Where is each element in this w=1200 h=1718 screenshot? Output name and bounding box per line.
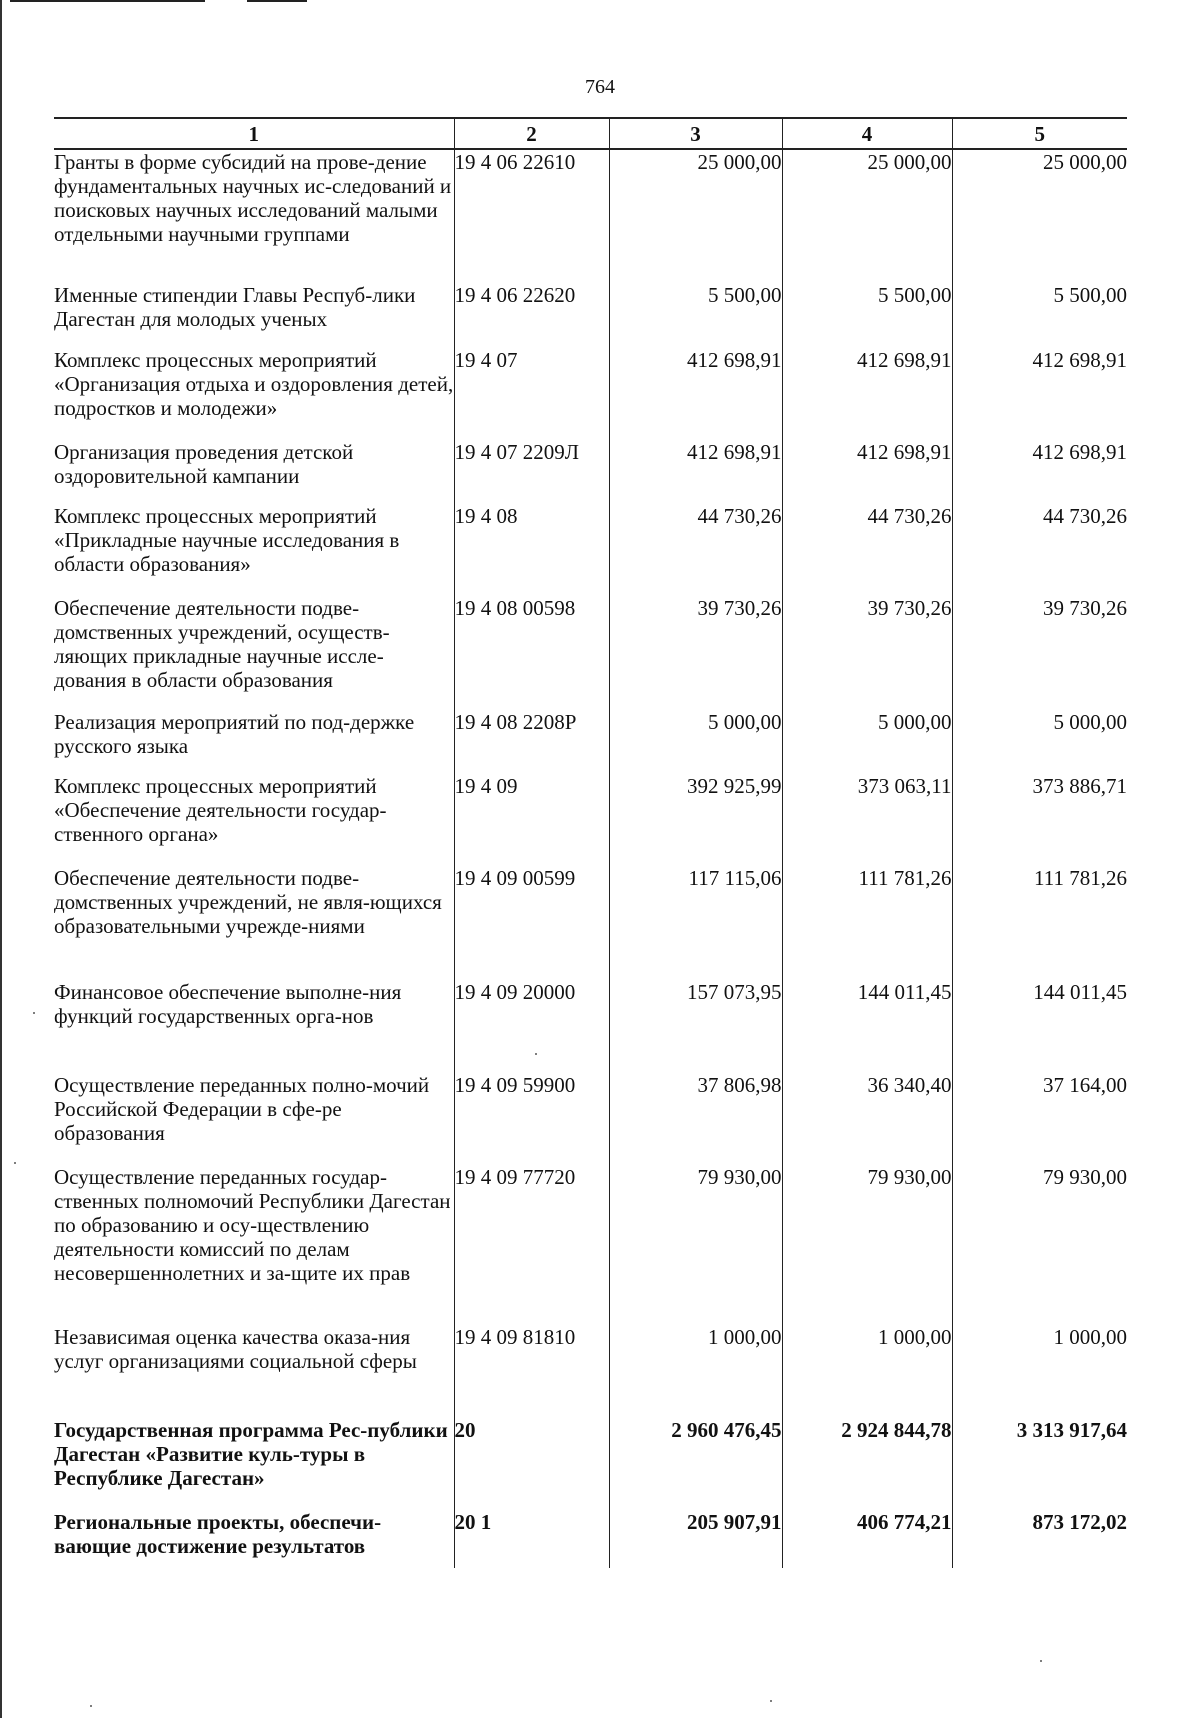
- row-name-cell: Независимая оценка качества оказа-ния услуг организациями социальной сферы: [54, 1325, 417, 1373]
- row-name-cell: Организация проведения детской оздоровительной кампании: [54, 440, 354, 488]
- table-row: [54, 1073, 1127, 1165]
- row-value-cell-5: 111 781,26: [952, 866, 1127, 980]
- row-code-cell: 20 1: [454, 1510, 609, 1568]
- row-name-cell: Комплекс процессных мероприятий «Прикладные научные исследования в области образования»: [54, 504, 400, 576]
- row-value-cell-3: 37 806,98: [609, 1073, 782, 1165]
- row-code-cell: 19 4 09 59900: [454, 1073, 609, 1165]
- row-value-cell-5: 25 000,00: [952, 149, 1127, 283]
- scan-speck: [1040, 1660, 1042, 1662]
- row-value-cell-5: 3 313 917,64: [952, 1418, 1127, 1510]
- row-value-cell-5: 873 172,02: [952, 1510, 1127, 1568]
- row-code-cell: 19 4 09 00599: [454, 866, 609, 980]
- column-header-3: 3: [609, 118, 782, 149]
- row-value-cell-4: 25 000,00: [782, 149, 952, 283]
- row-name-cell: Именные стипендии Главы Респуб-лики Дагестан для молодых ученых: [54, 283, 416, 331]
- table-row: [54, 980, 1127, 1073]
- table-header-row: [54, 118, 1127, 149]
- table-body: [54, 149, 1127, 1568]
- row-code-cell: 19 4 09: [454, 774, 609, 866]
- row-value-cell-3: 117 115,06: [609, 866, 782, 980]
- row-value-cell-5: 1 000,00: [952, 1325, 1127, 1418]
- row-value-cell-3: 1 000,00: [609, 1325, 782, 1418]
- row-value-cell-3: 157 073,95: [609, 980, 782, 1073]
- row-value-cell-4: 406 774,21: [782, 1510, 952, 1568]
- row-code-cell: 19 4 06 22620: [454, 283, 609, 348]
- table-row: [54, 774, 1127, 866]
- column-header-2: 2: [454, 118, 609, 149]
- row-value-cell-5: 412 698,91: [952, 440, 1127, 504]
- row-value-cell-5: 144 011,45: [952, 980, 1127, 1073]
- table-row: [54, 504, 1127, 596]
- row-code-cell: 20: [454, 1418, 609, 1510]
- row-code-cell: 19 4 08 00598: [454, 596, 609, 710]
- row-value-cell-4: 111 781,26: [782, 866, 952, 980]
- page-number: 764: [585, 76, 615, 98]
- row-value-cell-4: 412 698,91: [782, 348, 952, 440]
- row-value-cell-5: 412 698,91: [952, 348, 1127, 440]
- budget-table: [54, 117, 1127, 1568]
- row-value-cell-5: 5 500,00: [952, 283, 1127, 348]
- table-row: [54, 1325, 1127, 1418]
- table-row: [54, 149, 1127, 283]
- table-row: [54, 440, 1127, 504]
- row-code-cell: 19 4 09 77720: [454, 1165, 609, 1325]
- row-name-cell: Обеспечение деятельности подве-домственных учреждений, не явля-ющихся образовательными учрежде-ниями: [54, 866, 442, 938]
- row-name-cell: Обеспечение деятельности подве-домственных учреждений, осуществ-ляющих прикладные научные иссле-дования в области образования: [54, 596, 390, 692]
- table-row: [54, 1165, 1127, 1325]
- scan-speck: [770, 1700, 772, 1702]
- top-rule-left: [10, 0, 205, 2]
- row-value-cell-4: 79 930,00: [782, 1165, 952, 1325]
- scan-speck: [33, 1012, 35, 1014]
- table-row: [54, 596, 1127, 710]
- scan-speck: [90, 1705, 92, 1707]
- row-value-cell-5: 39 730,26: [952, 596, 1127, 710]
- row-value-cell-4: 5 500,00: [782, 283, 952, 348]
- row-code-cell: 19 4 07: [454, 348, 609, 440]
- row-value-cell-4: 39 730,26: [782, 596, 952, 710]
- row-name-cell: Осуществление переданных государ-ственных полномочий Республики Дагестан по образованию и осу-ществлению деятельности комиссий по делам несовершеннолетних и за-щите их прав: [54, 1165, 451, 1285]
- row-value-cell-4: 5 000,00: [782, 710, 952, 774]
- row-value-cell-5: 79 930,00: [952, 1165, 1127, 1325]
- row-value-cell-5: 37 164,00: [952, 1073, 1127, 1165]
- row-value-cell-3: 392 925,99: [609, 774, 782, 866]
- row-value-cell-3: 2 960 476,45: [609, 1418, 782, 1510]
- row-code-cell: 19 4 09 81810: [454, 1325, 609, 1418]
- row-name-cell: Региональные проекты, обеспечи-вающие достижение результатов: [54, 1510, 382, 1558]
- table-row: [54, 1418, 1127, 1510]
- row-value-cell-3: 5 500,00: [609, 283, 782, 348]
- row-value-cell-4: 44 730,26: [782, 504, 952, 596]
- row-value-cell-4: 36 340,40: [782, 1073, 952, 1165]
- row-name-cell: Гранты в форме субсидий на прове-дение фундаментальных научных ис-следований и поисковых научных исследований малыми отдельными научными группами: [54, 150, 452, 246]
- column-header-1: 1: [54, 118, 454, 149]
- row-name-cell: Комплекс процессных мероприятий «Организация отдыха и оздоровления детей, подростков и молодежи»: [54, 348, 454, 420]
- scan-speck: [535, 1053, 537, 1055]
- row-name-cell: Реализация мероприятий по под-держке русского языка: [54, 710, 415, 758]
- row-value-cell-3: 44 730,26: [609, 504, 782, 596]
- row-value-cell-3: 412 698,91: [609, 348, 782, 440]
- row-value-cell-5: 5 000,00: [952, 710, 1127, 774]
- row-code-cell: 19 4 06 22610: [454, 149, 609, 283]
- row-value-cell-3: 39 730,26: [609, 596, 782, 710]
- row-value-cell-4: 2 924 844,78: [782, 1418, 952, 1510]
- row-name-cell: Финансовое обеспечение выполне-ния функций государственных орга-нов: [54, 980, 402, 1028]
- row-value-cell-4: 373 063,11: [782, 774, 952, 866]
- row-value-cell-4: 1 000,00: [782, 1325, 952, 1418]
- page-edge: [0, 0, 2, 1718]
- scan-speck: [14, 1162, 16, 1164]
- row-value-cell-3: 205 907,91: [609, 1510, 782, 1568]
- row-value-cell-4: 412 698,91: [782, 440, 952, 504]
- table-row: [54, 348, 1127, 440]
- row-code-cell: 19 4 09 20000: [454, 980, 609, 1073]
- row-name-cell: Осуществление переданных полно-мочий Российской Федерации в сфе-ре образования: [54, 1073, 430, 1145]
- row-value-cell-3: 5 000,00: [609, 710, 782, 774]
- column-header-4: 4: [782, 118, 952, 149]
- row-value-cell-5: 44 730,26: [952, 504, 1127, 596]
- row-value-cell-3: 25 000,00: [609, 149, 782, 283]
- table-row: [54, 1510, 1127, 1568]
- row-value-cell-5: 373 886,71: [952, 774, 1127, 866]
- top-rule-right: [247, 0, 307, 2]
- table-row: [54, 283, 1127, 348]
- row-name-cell: Государственная программа Рес-публики Дагестан «Развитие куль-туры в Республике Дагестан»: [54, 1418, 448, 1490]
- row-code-cell: 19 4 07 2209Л: [454, 440, 609, 504]
- table-row: [54, 710, 1127, 774]
- row-code-cell: 19 4 08: [454, 504, 609, 596]
- row-value-cell-4: 144 011,45: [782, 980, 952, 1073]
- row-value-cell-3: 79 930,00: [609, 1165, 782, 1325]
- table-row: [54, 866, 1127, 980]
- row-value-cell-3: 412 698,91: [609, 440, 782, 504]
- row-name-cell: Комплекс процессных мероприятий «Обеспечение деятельности государ-ственного органа»: [54, 774, 387, 846]
- column-header-5: 5: [952, 118, 1127, 149]
- row-code-cell: 19 4 08 2208Р: [454, 710, 609, 774]
